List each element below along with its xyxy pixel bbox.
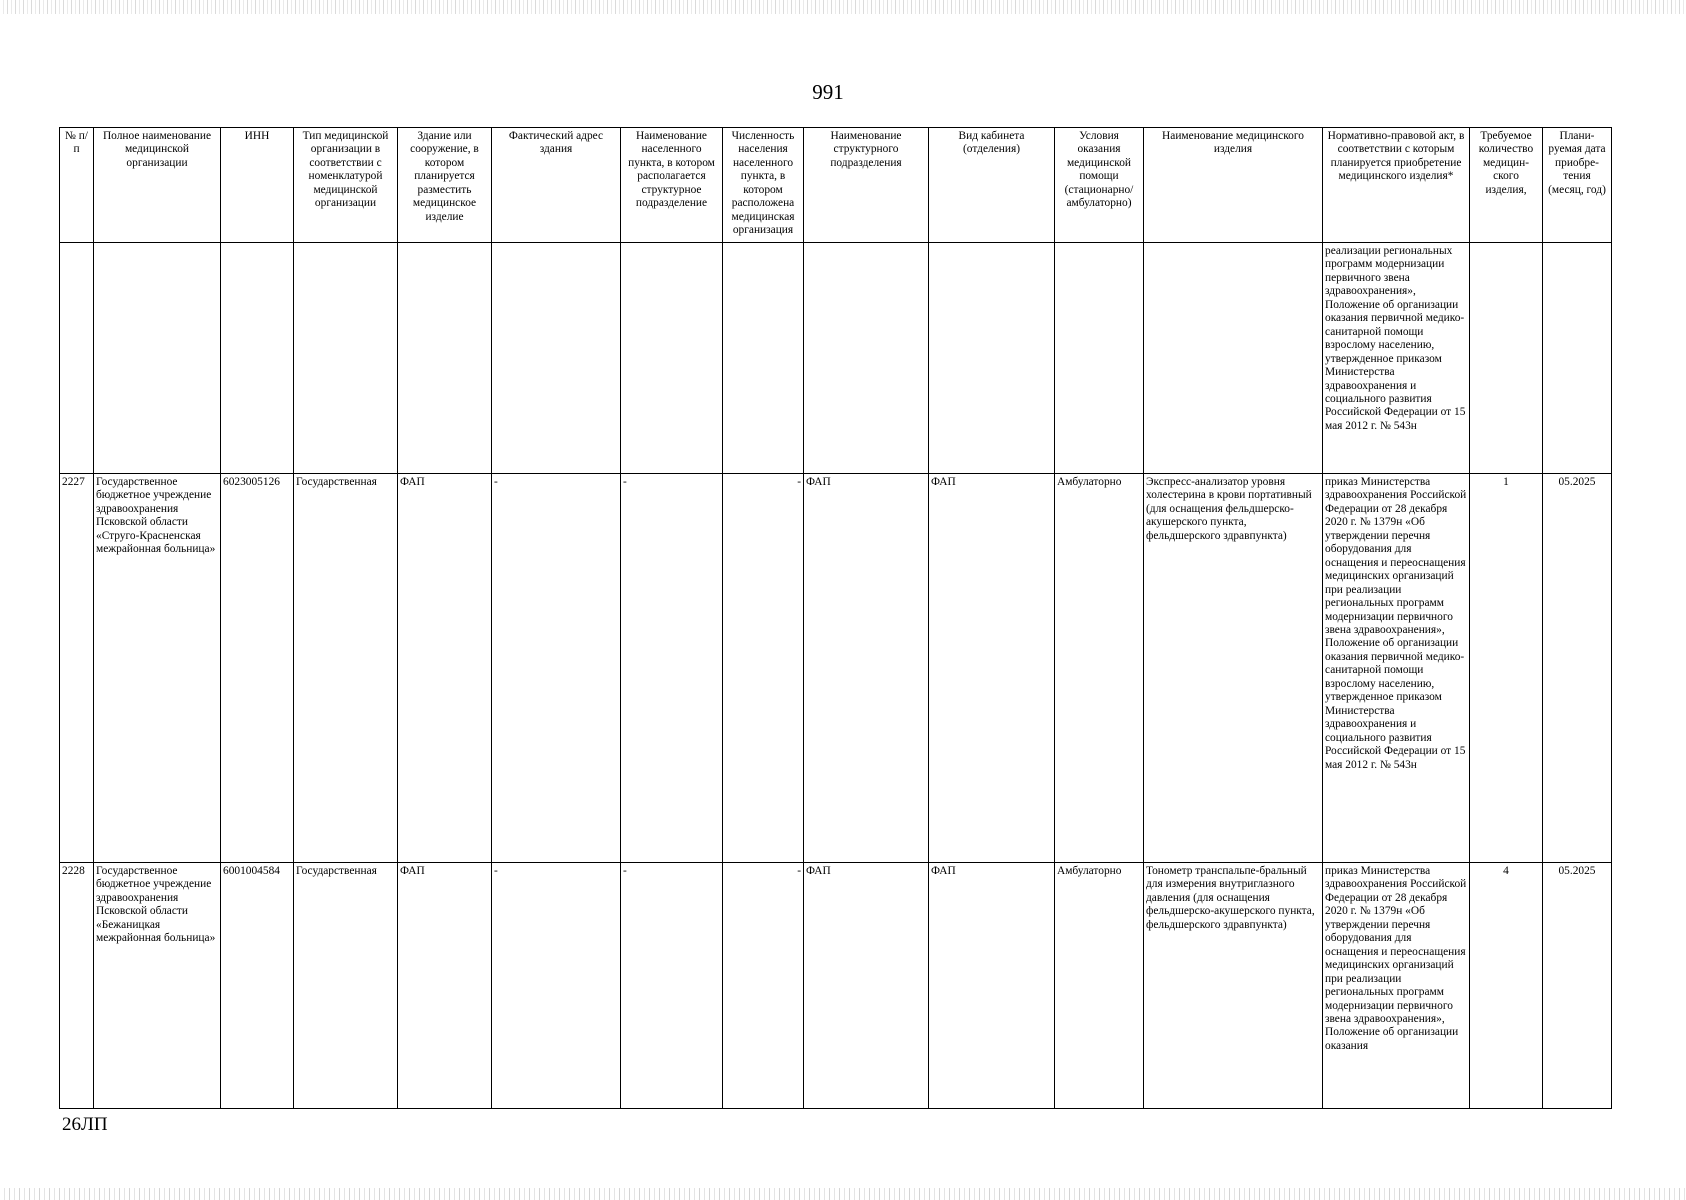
scan-edge-top — [0, 0, 1686, 14]
cell-type: Государственная — [294, 863, 398, 1109]
cell-address: - — [492, 863, 621, 1109]
header-device: Наименование медицинского изделия — [1144, 128, 1323, 243]
cell-empty — [398, 243, 492, 474]
header-address: Фактический адрес здания — [492, 128, 621, 243]
header-row — [60, 128, 1612, 243]
header-conditions: Условия оказания медицинской помощи (стационарно/ амбулаторно) — [1055, 128, 1144, 243]
cell-empty — [221, 243, 294, 474]
table-row — [60, 474, 1612, 863]
cell-conditions: Амбулаторно — [1055, 863, 1144, 1109]
cell-building: ФАП — [398, 474, 492, 863]
cell-org: Государственное бюджетное учреждение здравоохранения Псковской области «Бежаницкая межрайонная больница» — [94, 863, 221, 1109]
cell-legal-act: приказ Министерства здравоохранения Российской Федерации от 28 декабря 2020 г. № 1379н «Об утверждении перечня оборудования для оснащения и переоснащения медицинских организаций при реализации региональных программ модернизации первичного звена здравоохранения», Положение об организации оказания — [1323, 863, 1470, 1109]
equipment-table — [59, 127, 1612, 1109]
cell-empty — [1543, 243, 1612, 474]
cell-empty — [1470, 243, 1543, 474]
cell-date: 05.2025 — [1543, 474, 1612, 863]
header-unit: Наименование структурного подразделения — [804, 128, 929, 243]
cell-empty — [60, 243, 94, 474]
table-row — [60, 863, 1612, 1109]
cell-population: - — [723, 474, 804, 863]
cell-inn: 6001004584 — [221, 863, 294, 1109]
table-row-continuation — [60, 243, 1612, 474]
header-population: Численность населения населенного пункта, в котором расположена медицинская организация — [723, 128, 804, 243]
cell-legal-act: приказ Министерства здравоохранения Российской Федерации от 28 декабря 2020 г. № 1379н «Об утверждении перечня оборудования для оснащения и переоснащения медицинских организаций при реализации региональных программ модернизации первичного звена здравоохранения», Положение об организации оказания первичной медико-санитарной помощи взрослому населению, утвержденное приказом Министерства здравоохранения и социального развития Российской Федерации от 15 мая 2012 г. № 543н — [1323, 474, 1470, 863]
cell-building: ФАП — [398, 863, 492, 1109]
cell-cabinet: ФАП — [929, 474, 1055, 863]
cell-device: Тонометр транспальпе-бральный для измерения внутриглазного давления (для оснащения фельдшерско-акушерского пункта, фельдшерского здравпункта) — [1144, 863, 1323, 1109]
cell-address: - — [492, 474, 621, 863]
header-legal-act: Нормативно-правовой акт, в соответствии с которым планируется приобретение медицинского изделия* — [1323, 128, 1470, 243]
cell-type: Государственная — [294, 474, 398, 863]
cell-empty — [294, 243, 398, 474]
header-type: Тип медицинской организации в соответствии с номенклатурой медицинской организации — [294, 128, 398, 243]
cell-inn: 6023005126 — [221, 474, 294, 863]
cell-date: 05.2025 — [1543, 863, 1612, 1109]
cell-legal-act: реализации региональных программ модернизации первичного звена здравоохранения», Положение об организации оказания первичной медико-санитарной помощи взрослому населению, утвержденное приказом Министерства здравоохранения и социального развития Российской Федерации от 15 мая 2012 г. № 543н — [1323, 243, 1470, 474]
cell-empty — [804, 243, 929, 474]
cell-qty: 1 — [1470, 474, 1543, 863]
header-date: Плани-руемая дата приобре-тения (месяц, год) — [1543, 128, 1612, 243]
cell-num: 2227 — [60, 474, 94, 863]
cell-empty — [492, 243, 621, 474]
cell-locality: - — [621, 474, 723, 863]
header-num: № п/п — [60, 128, 94, 243]
cell-cabinet: ФАП — [929, 863, 1055, 1109]
cell-device: Экспресс-анализатор уровня холестерина в крови портативный (для оснащения фельдшерско-акушерского пункта, фельдшерского здравпункта) — [1144, 474, 1323, 863]
cell-unit: ФАП — [804, 474, 929, 863]
cell-num: 2228 — [60, 863, 94, 1109]
cell-empty — [94, 243, 221, 474]
cell-empty — [723, 243, 804, 474]
sheet-code: 26ЛП — [62, 1114, 108, 1135]
header-locality: Наименование населенного пункта, в котором располагается структурное подразделение — [621, 128, 723, 243]
header-building: Здание или сооружение, в котором планируется разместить медицинское изделие — [398, 128, 492, 243]
cell-population: - — [723, 863, 804, 1109]
header-org: Полное наименование медицинской организации — [94, 128, 221, 243]
cell-empty — [1144, 243, 1323, 474]
cell-empty — [621, 243, 723, 474]
cell-org: Государственное бюджетное учреждение здравоохранения Псковской области «Струго-Красненская межрайонная больница» — [94, 474, 221, 863]
scan-edge-bottom — [0, 1188, 1686, 1200]
cell-empty — [929, 243, 1055, 474]
header-cabinet: Вид кабинета (отделения) — [929, 128, 1055, 243]
cell-qty: 4 — [1470, 863, 1543, 1109]
page-number: 991 — [812, 80, 844, 104]
cell-empty — [1055, 243, 1144, 474]
cell-unit: ФАП — [804, 863, 929, 1109]
header-qty: Требуемое количество медицин-ского изделия, — [1470, 128, 1543, 243]
cell-conditions: Амбулаторно — [1055, 474, 1144, 863]
header-inn: ИНН — [221, 128, 294, 243]
cell-locality: - — [621, 863, 723, 1109]
